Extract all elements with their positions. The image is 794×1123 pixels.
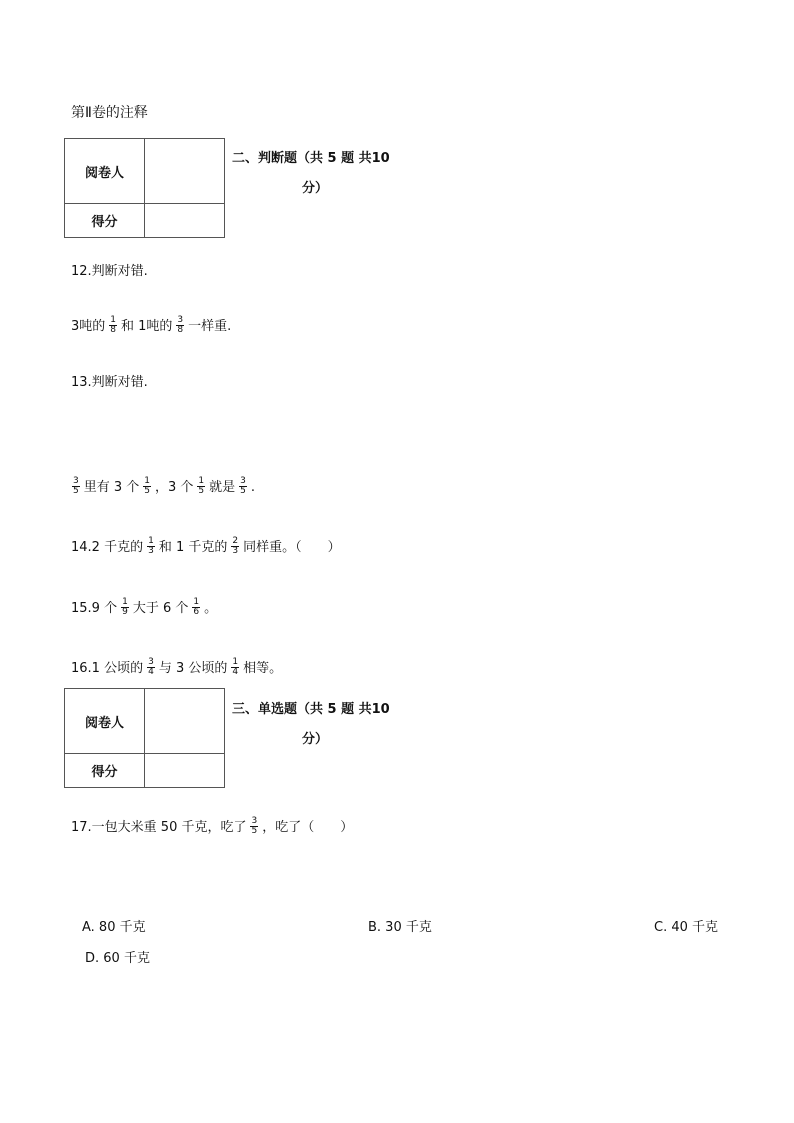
section-title-cont: 分） <box>302 181 329 196</box>
fraction: $\frac{3}{5}$ <box>73 476 79 496</box>
fraction: $\frac{3}{8}$ <box>177 315 184 335</box>
question-16: 16.1 公顷的 $\frac{3}{4}$ 与 3 公顷的 $\frac{1}{4}$ 相等。 <box>71 657 283 677</box>
fraction: $\frac{2}{3}$ <box>232 536 239 556</box>
fraction: $\frac{3}{5}$ <box>251 816 258 836</box>
choice-b[interactable]: B. 30 千克 <box>368 920 432 935</box>
choice-d[interactable]: D. 60 千克 <box>85 951 150 966</box>
question-14: 14.2 千克的 $\frac{1}{3}$ 和 1 千克的 $\frac{2}{3}$ 同样重。（ ） <box>71 536 341 556</box>
choice-c[interactable]: C. 40 千克 <box>654 920 719 935</box>
fraction: $\frac{1}{5}$ <box>144 476 151 496</box>
fraction: $\frac{1}{6}$ <box>193 597 200 617</box>
question-12-prompt: 12.判断对错. <box>71 264 148 279</box>
fraction: $\frac{3}{5}$ <box>240 476 246 496</box>
reviewer-label: 阅卷人 <box>65 689 145 754</box>
score-cell <box>145 754 225 788</box>
reviewer-cell <box>145 689 225 754</box>
question-17: 17.一包大米重 50 千克，吃了 $\frac{3}{5}$ ，吃了（ ） <box>71 816 354 836</box>
fraction: $\frac{1}{8}$ <box>110 315 117 335</box>
fraction: $\frac{1}{4}$ <box>232 657 239 677</box>
volume-note: 第Ⅱ卷的注释 <box>71 105 148 121</box>
question-12-statement: 3吨的 $\frac{1}{8}$ 和 1吨的 $\frac{3}{8}$ 一样重. <box>71 315 232 335</box>
grader-table <box>64 688 225 788</box>
reviewer-cell <box>145 139 225 204</box>
fraction: $\frac{1}{5}$ <box>198 476 205 496</box>
score-label: 得分 <box>65 204 145 238</box>
grader-table <box>64 138 225 238</box>
choice-a[interactable]: A. 80 千克 <box>82 920 146 935</box>
reviewer-label: 阅卷人 <box>65 139 145 204</box>
fraction: $\frac{1}{9}$ <box>122 597 128 617</box>
score-cell <box>145 204 225 238</box>
section-title: 三、单选题（共 5 题 共10 <box>232 702 390 717</box>
question-13-prompt: 13.判断对错. <box>71 375 148 390</box>
fraction: $\frac{1}{3}$ <box>148 536 154 556</box>
question-13-statement: $\frac{3}{5}$ 里有 3 个 $\frac{1}{5}$ ，3 个 $\frac{1}{5}$ 就是 $\frac{3}{5}$ . <box>73 476 256 496</box>
question-15: 15.9 个 $\frac{1}{9}$ 大于 6 个 $\frac{1}{6}$ 。 <box>71 597 218 617</box>
score-label: 得分 <box>65 754 145 788</box>
fraction: $\frac{3}{4}$ <box>148 657 154 677</box>
section-title: 二、判断题（共 5 题 共10 <box>232 151 390 166</box>
section-title-cont: 分） <box>302 732 329 747</box>
